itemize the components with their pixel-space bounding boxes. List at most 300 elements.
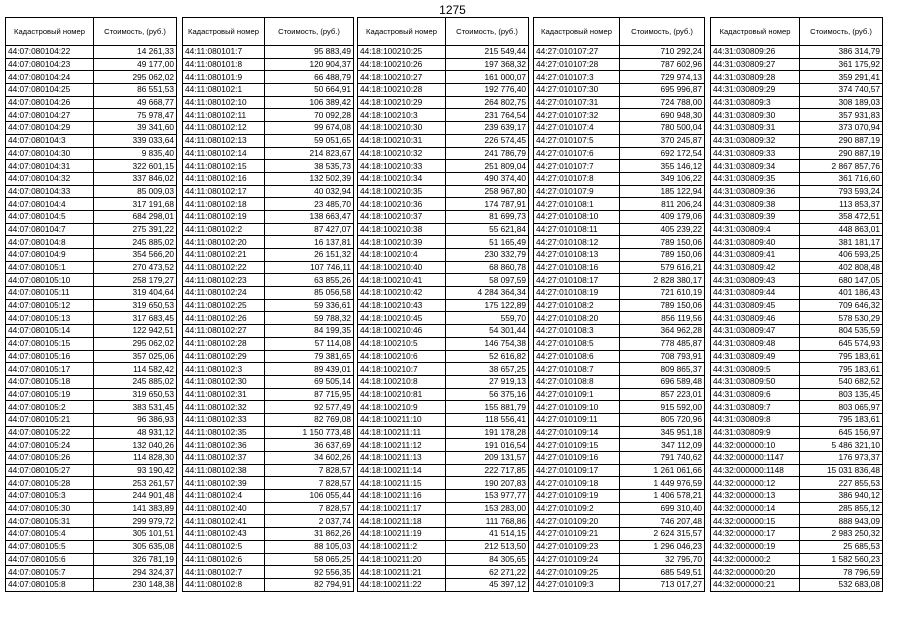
table-row	[6, 134, 177, 147]
cadastral-number: 44:11:080102:15	[183, 160, 265, 173]
cost-value: 245 885,02	[94, 375, 177, 388]
table-row	[711, 236, 883, 249]
cost-value: 86 551,53	[94, 84, 177, 97]
cost-value: 803 135,45	[800, 388, 883, 401]
cadastral-number: 44:11:080102:19	[183, 210, 265, 223]
cost-value: 230 148,38	[94, 578, 177, 591]
table-row	[6, 490, 177, 503]
cost-value: 685 549,51	[620, 566, 705, 579]
table-row	[534, 147, 705, 160]
table-row	[358, 274, 529, 287]
table-row	[183, 490, 354, 503]
cost-value: 322 601,15	[94, 160, 177, 173]
cost-value: 709 646,32	[800, 299, 883, 312]
table-row	[358, 490, 529, 503]
cost-value: 75 978,47	[94, 109, 177, 122]
cadastral-number: 44:07:080104:26	[6, 96, 94, 109]
cost-value: 16 137,81	[265, 236, 354, 249]
cost-value: 339 033,64	[94, 134, 177, 147]
cadastral-number: 44:32:000000:14	[711, 502, 800, 515]
cadastral-number: 44:18:100211:22	[358, 578, 446, 591]
table-row	[6, 210, 177, 223]
cadastral-number: 44:27:010109:20	[534, 515, 620, 528]
cost-value: 721 610,19	[620, 287, 705, 300]
cost-value: 92 577,49	[265, 401, 354, 414]
table-row	[183, 210, 354, 223]
cost-value: 146 754,38	[446, 337, 529, 350]
cadastral-number: 44:31:030809:33	[711, 147, 800, 160]
cadastral-number: 44:11:080102:37	[183, 452, 265, 465]
cadastral-number: 44:18:100210:37	[358, 210, 446, 223]
cost-table	[357, 17, 529, 592]
cost-value: 230 332,79	[446, 249, 529, 262]
cost-value: 58 065,25	[265, 553, 354, 566]
cadastral-number: 44:31:030809:31	[711, 122, 800, 135]
cadastral-number: 44:18:100210:41	[358, 274, 446, 287]
table-row	[711, 160, 883, 173]
cadastral-number: 44:07:080104:31	[6, 160, 94, 173]
cadastral-number: 44:27:010108:12	[534, 236, 620, 249]
table-row	[183, 274, 354, 287]
table-row	[711, 452, 883, 465]
cost-value: 386 940,12	[800, 490, 883, 503]
cost-table	[182, 17, 354, 592]
cost-value: 357 931,83	[800, 109, 883, 122]
cadastral-number: 44:31:030809:3	[711, 96, 800, 109]
cadastral-number: 44:11:080101:9	[183, 71, 265, 84]
table-row	[183, 299, 354, 312]
header-cost: Стоимость, (руб.)	[620, 18, 705, 46]
cadastral-number: 44:18:100210:36	[358, 198, 446, 211]
table-row	[711, 464, 883, 477]
cost-value: 354 566,20	[94, 249, 177, 262]
table-row	[183, 84, 354, 97]
cost-value: 122 942,51	[94, 325, 177, 338]
table-row	[183, 249, 354, 262]
cadastral-number: 44:07:080104:8	[6, 236, 94, 249]
table-row	[711, 413, 883, 426]
table-row	[358, 553, 529, 566]
cadastral-number: 44:11:080102:31	[183, 388, 265, 401]
cost-value: 106 055,44	[265, 490, 354, 503]
cost-value: 69 505,14	[265, 375, 354, 388]
cadastral-number: 44:27:010109:10	[534, 401, 620, 414]
cost-value: 317 683,45	[94, 312, 177, 325]
cost-value: 359 291,41	[800, 71, 883, 84]
table-row	[6, 502, 177, 515]
cadastral-number: 44:07:080105:28	[6, 477, 94, 490]
cost-value: 191 178,28	[446, 426, 529, 439]
table-row	[711, 337, 883, 350]
cadastral-number: 44:31:030809:4	[711, 223, 800, 236]
cadastral-number: 44:11:080102:35	[183, 426, 265, 439]
cost-value: 111 768,86	[446, 515, 529, 528]
cadastral-number: 44:18:100211:15	[358, 477, 446, 490]
cadastral-number: 44:07:080105:3	[6, 490, 94, 503]
cadastral-number: 44:27:010109:16	[534, 452, 620, 465]
cadastral-number: 44:18:100210:31	[358, 134, 446, 147]
cost-value: 645 574,93	[800, 337, 883, 350]
table-row	[6, 350, 177, 363]
cost-value: 138 663,47	[265, 210, 354, 223]
table-row	[534, 502, 705, 515]
table-row	[358, 185, 529, 198]
cadastral-number: 44:11:080102:29	[183, 350, 265, 363]
cost-value: 92 556,35	[265, 566, 354, 579]
cadastral-number: 44:31:030809:27	[711, 58, 800, 71]
cadastral-number: 44:27:010108:8	[534, 375, 620, 388]
table-row	[358, 210, 529, 223]
table-row	[534, 464, 705, 477]
cost-value: 141 383,89	[94, 502, 177, 515]
cost-value: 38 657,25	[446, 363, 529, 376]
cadastral-number: 44:11:080102:32	[183, 401, 265, 414]
cadastral-number: 44:11:080102:8	[183, 578, 265, 591]
table-row	[6, 58, 177, 71]
cost-value: 319 650,53	[94, 388, 177, 401]
cost-value: 25 685,53	[800, 540, 883, 553]
cost-value: 805 720,96	[620, 413, 705, 426]
table-row	[711, 58, 883, 71]
table-row	[6, 413, 177, 426]
cost-value: 81 699,73	[446, 210, 529, 223]
table-row	[183, 566, 354, 579]
cadastral-number: 44:32:000000:2	[711, 553, 800, 566]
cadastral-number: 44:07:080104:7	[6, 223, 94, 236]
cadastral-number: 44:11:080102:36	[183, 439, 265, 452]
cadastral-number: 44:07:080104:30	[6, 147, 94, 160]
cost-value: 319 650,53	[94, 299, 177, 312]
table-row	[711, 109, 883, 122]
cost-value: 62 271,22	[446, 566, 529, 579]
table-row	[6, 464, 177, 477]
cost-value: 14 261,33	[94, 46, 177, 59]
table-row	[6, 477, 177, 490]
table-row	[534, 452, 705, 465]
cadastral-number: 44:27:010107:6	[534, 147, 620, 160]
cadastral-number: 44:18:100210:35	[358, 185, 446, 198]
cost-value: 2 624 315,57	[620, 528, 705, 541]
cadastral-number: 44:07:080105:6	[6, 553, 94, 566]
cadastral-number: 44:07:080105:30	[6, 502, 94, 515]
cost-value: 54 301,44	[446, 325, 529, 338]
cadastral-number: 44:31:030809:32	[711, 134, 800, 147]
cost-value: 114 582,42	[94, 363, 177, 376]
cadastral-number: 44:07:080105:26	[6, 452, 94, 465]
cost-value: 175 122,89	[446, 299, 529, 312]
cadastral-number: 44:07:080104:5	[6, 210, 94, 223]
table-row	[711, 477, 883, 490]
cadastral-number: 44:32:000000:13	[711, 490, 800, 503]
table-row	[711, 325, 883, 338]
table-row	[6, 401, 177, 414]
cadastral-number: 44:27:010109:24	[534, 553, 620, 566]
cadastral-number: 44:11:080102:20	[183, 236, 265, 249]
table-row	[711, 261, 883, 274]
table-row	[6, 71, 177, 84]
table-row	[711, 122, 883, 135]
cost-value: 55 621,84	[446, 223, 529, 236]
table-row	[183, 375, 354, 388]
cost-value: 559,70	[446, 312, 529, 325]
cost-value: 778 485,87	[620, 337, 705, 350]
table-row	[711, 540, 883, 553]
cadastral-number: 44:07:080105:13	[6, 312, 94, 325]
header-cost: Стоимость, (руб.)	[265, 18, 354, 46]
cadastral-number: 44:31:030809:42	[711, 261, 800, 274]
table-row	[183, 388, 354, 401]
table-row	[534, 566, 705, 579]
table-row	[534, 426, 705, 439]
cadastral-number: 44:11:080102:11	[183, 109, 265, 122]
cadastral-number: 44:27:010107:7	[534, 160, 620, 173]
cadastral-number: 44:18:100210:7	[358, 363, 446, 376]
table-row	[711, 134, 883, 147]
table-row	[711, 388, 883, 401]
cost-value: 1 261 061,66	[620, 464, 705, 477]
table-row	[358, 122, 529, 135]
table-row	[6, 172, 177, 185]
table-row	[534, 477, 705, 490]
cost-value: 82 794,91	[265, 578, 354, 591]
table-row	[358, 261, 529, 274]
cadastral-number: 44:07:080104:33	[6, 185, 94, 198]
cadastral-number: 44:27:010108:19	[534, 287, 620, 300]
cost-value: 118 556,41	[446, 413, 529, 426]
cadastral-number: 44:27:010109:11	[534, 413, 620, 426]
cadastral-number: 44:11:080102:6	[183, 553, 265, 566]
table-row	[183, 452, 354, 465]
cost-value: 176 973,37	[800, 452, 883, 465]
table-row	[183, 160, 354, 173]
cadastral-number: 44:11:080102:30	[183, 375, 265, 388]
cadastral-number: 44:07:080105:31	[6, 515, 94, 528]
table-row	[183, 236, 354, 249]
cadastral-number: 44:18:100210:25	[358, 46, 446, 59]
header-cadastral-number: Кадастровый номер	[358, 18, 446, 46]
cost-value: 23 485,70	[265, 198, 354, 211]
table-row	[711, 439, 883, 452]
cadastral-number: 44:32:000000:12	[711, 477, 800, 490]
cadastral-number: 44:11:080102:12	[183, 122, 265, 135]
cost-value: 132 040,26	[94, 439, 177, 452]
cadastral-number: 44:27:010107:32	[534, 109, 620, 122]
table-row	[711, 249, 883, 262]
table-row	[358, 375, 529, 388]
cost-value: 244 901,48	[94, 490, 177, 503]
cadastral-number: 44:31:030809:46	[711, 312, 800, 325]
table-row	[183, 337, 354, 350]
table-row	[183, 325, 354, 338]
cadastral-number: 44:27:010109:2	[534, 502, 620, 515]
cost-value: 114 828,30	[94, 452, 177, 465]
cost-value: 51 165,49	[446, 236, 529, 249]
cost-value: 52 616,82	[446, 350, 529, 363]
cadastral-number: 44:11:080102:23	[183, 274, 265, 287]
table-row	[6, 528, 177, 541]
table-row	[6, 109, 177, 122]
table-row	[358, 299, 529, 312]
cost-value: 326 781,19	[94, 553, 177, 566]
table-row	[711, 299, 883, 312]
cadastral-number: 44:07:080105:1	[6, 261, 94, 274]
cost-value: 78 796,59	[800, 566, 883, 579]
cadastral-number: 44:18:100210:29	[358, 96, 446, 109]
table-row	[534, 299, 705, 312]
cadastral-number: 44:18:100211:17	[358, 502, 446, 515]
cost-value: 811 206,24	[620, 198, 705, 211]
table-row	[358, 413, 529, 426]
table-row	[6, 84, 177, 97]
table-row	[358, 528, 529, 541]
cost-value: 85 056,58	[265, 287, 354, 300]
table-row	[6, 147, 177, 160]
cadastral-number: 44:32:000000:20	[711, 566, 800, 579]
cadastral-number: 44:27:010109:1	[534, 388, 620, 401]
table-row	[534, 172, 705, 185]
cadastral-number: 44:31:030809:47	[711, 325, 800, 338]
table-row	[534, 350, 705, 363]
cadastral-number: 44:31:030809:26	[711, 46, 800, 59]
cost-value: 724 788,00	[620, 96, 705, 109]
cadastral-number: 44:27:010108:1	[534, 198, 620, 211]
cadastral-number: 44:31:030809:7	[711, 401, 800, 414]
table-row	[534, 413, 705, 426]
cadastral-number: 44:27:010109:15	[534, 439, 620, 452]
cadastral-number: 44:07:080105:18	[6, 375, 94, 388]
cost-value: 258 967,80	[446, 185, 529, 198]
table-row	[711, 185, 883, 198]
cadastral-number: 44:11:080102:4	[183, 490, 265, 503]
cadastral-number: 44:11:080102:1	[183, 84, 265, 97]
cost-value: 791 740,62	[620, 452, 705, 465]
table-row	[183, 477, 354, 490]
cadastral-number: 44:07:080105:21	[6, 413, 94, 426]
table-row	[711, 312, 883, 325]
cadastral-number: 44:18:100210:28	[358, 84, 446, 97]
table-row	[534, 71, 705, 84]
cadastral-number: 44:07:080105:10	[6, 274, 94, 287]
cadastral-number: 44:07:080105:4	[6, 528, 94, 541]
cadastral-number: 44:07:080105:24	[6, 439, 94, 452]
table-row	[6, 363, 177, 376]
cadastral-number: 44:27:010108:16	[534, 261, 620, 274]
cost-value: 96 386,93	[94, 413, 177, 426]
cadastral-number: 44:27:010107:31	[534, 96, 620, 109]
cadastral-number: 44:11:080102:24	[183, 287, 265, 300]
table-row	[183, 147, 354, 160]
cost-value: 345 951,18	[620, 426, 705, 439]
cost-value: 251 809,04	[446, 160, 529, 173]
cost-value: 190 207,83	[446, 477, 529, 490]
cadastral-number: 44:18:100210:27	[358, 71, 446, 84]
cadastral-number: 44:07:080104:24	[6, 71, 94, 84]
cost-value: 401 186,43	[800, 287, 883, 300]
cadastral-number: 44:07:080105:7	[6, 566, 94, 579]
cost-value: 364 962,28	[620, 325, 705, 338]
cadastral-number: 44:27:010108:5	[534, 337, 620, 350]
cost-value: 319 404,64	[94, 287, 177, 300]
table-row	[6, 337, 177, 350]
cost-value: 99 674,08	[265, 122, 354, 135]
cadastral-number: 44:27:010109:14	[534, 426, 620, 439]
table-row	[6, 578, 177, 591]
cadastral-number: 44:11:080102:14	[183, 147, 265, 160]
cost-value: 39 341,60	[94, 122, 177, 135]
cadastral-number: 44:27:010108:7	[534, 363, 620, 376]
table-row	[358, 439, 529, 452]
table-row	[358, 287, 529, 300]
cost-value: 308 189,03	[800, 96, 883, 109]
table-row	[183, 122, 354, 135]
cadastral-number: 44:31:030809:5	[711, 363, 800, 376]
table-row	[534, 363, 705, 376]
cost-value: 888 943,09	[800, 515, 883, 528]
cost-value: 93 190,42	[94, 464, 177, 477]
table-row	[534, 109, 705, 122]
table-row	[6, 540, 177, 553]
cost-value: 264 802,75	[446, 96, 529, 109]
cost-value: 789 150,06	[620, 299, 705, 312]
cadastral-number: 44:11:080102:13	[183, 134, 265, 147]
table-row	[358, 502, 529, 515]
cost-value: 295 062,02	[94, 71, 177, 84]
cost-value: 57 114,08	[265, 337, 354, 350]
table-row	[534, 84, 705, 97]
cadastral-number: 44:27:010108:6	[534, 350, 620, 363]
cadastral-number: 44:27:010109:25	[534, 566, 620, 579]
table-row	[6, 287, 177, 300]
cadastral-number: 44:18:100210:5	[358, 337, 446, 350]
cost-value: 579 616,21	[620, 261, 705, 274]
cost-value: 305 635,08	[94, 540, 177, 553]
cadastral-number: 44:11:080102:5	[183, 540, 265, 553]
cadastral-number: 44:18:100210:4	[358, 249, 446, 262]
table-row	[534, 122, 705, 135]
cost-value: 70 092,28	[265, 109, 354, 122]
cost-value: 1 449 976,59	[620, 477, 705, 490]
table-row	[358, 147, 529, 160]
cost-value: 386 314,79	[800, 46, 883, 59]
cost-value: 915 592,00	[620, 401, 705, 414]
cadastral-number: 44:18:100210:32	[358, 147, 446, 160]
table-row	[183, 363, 354, 376]
cadastral-number: 44:27:010108:13	[534, 249, 620, 262]
cost-value: 36 637,69	[265, 439, 354, 452]
table-row	[183, 58, 354, 71]
table-row	[711, 46, 883, 59]
table-row	[711, 287, 883, 300]
cost-value: 578 530,29	[800, 312, 883, 325]
cadastral-number: 44:07:080105:14	[6, 325, 94, 338]
cadastral-number: 44:11:080101:7	[183, 46, 265, 59]
cadastral-number: 44:32:000000:19	[711, 540, 800, 553]
cost-value: 275 391,22	[94, 223, 177, 236]
cost-value: 383 531,45	[94, 401, 177, 414]
table-row	[358, 350, 529, 363]
table-row	[711, 96, 883, 109]
cost-value: 82 769,08	[265, 413, 354, 426]
cost-value: 59 788,32	[265, 312, 354, 325]
cadastral-number: 44:11:080101:8	[183, 58, 265, 71]
cost-value: 155 881,79	[446, 401, 529, 414]
cost-value: 285 855,12	[800, 502, 883, 515]
table-row	[711, 84, 883, 97]
cadastral-number: 44:07:080104:32	[6, 172, 94, 185]
cadastral-number: 44:07:080105:15	[6, 337, 94, 350]
table-row	[358, 172, 529, 185]
table-row	[358, 426, 529, 439]
